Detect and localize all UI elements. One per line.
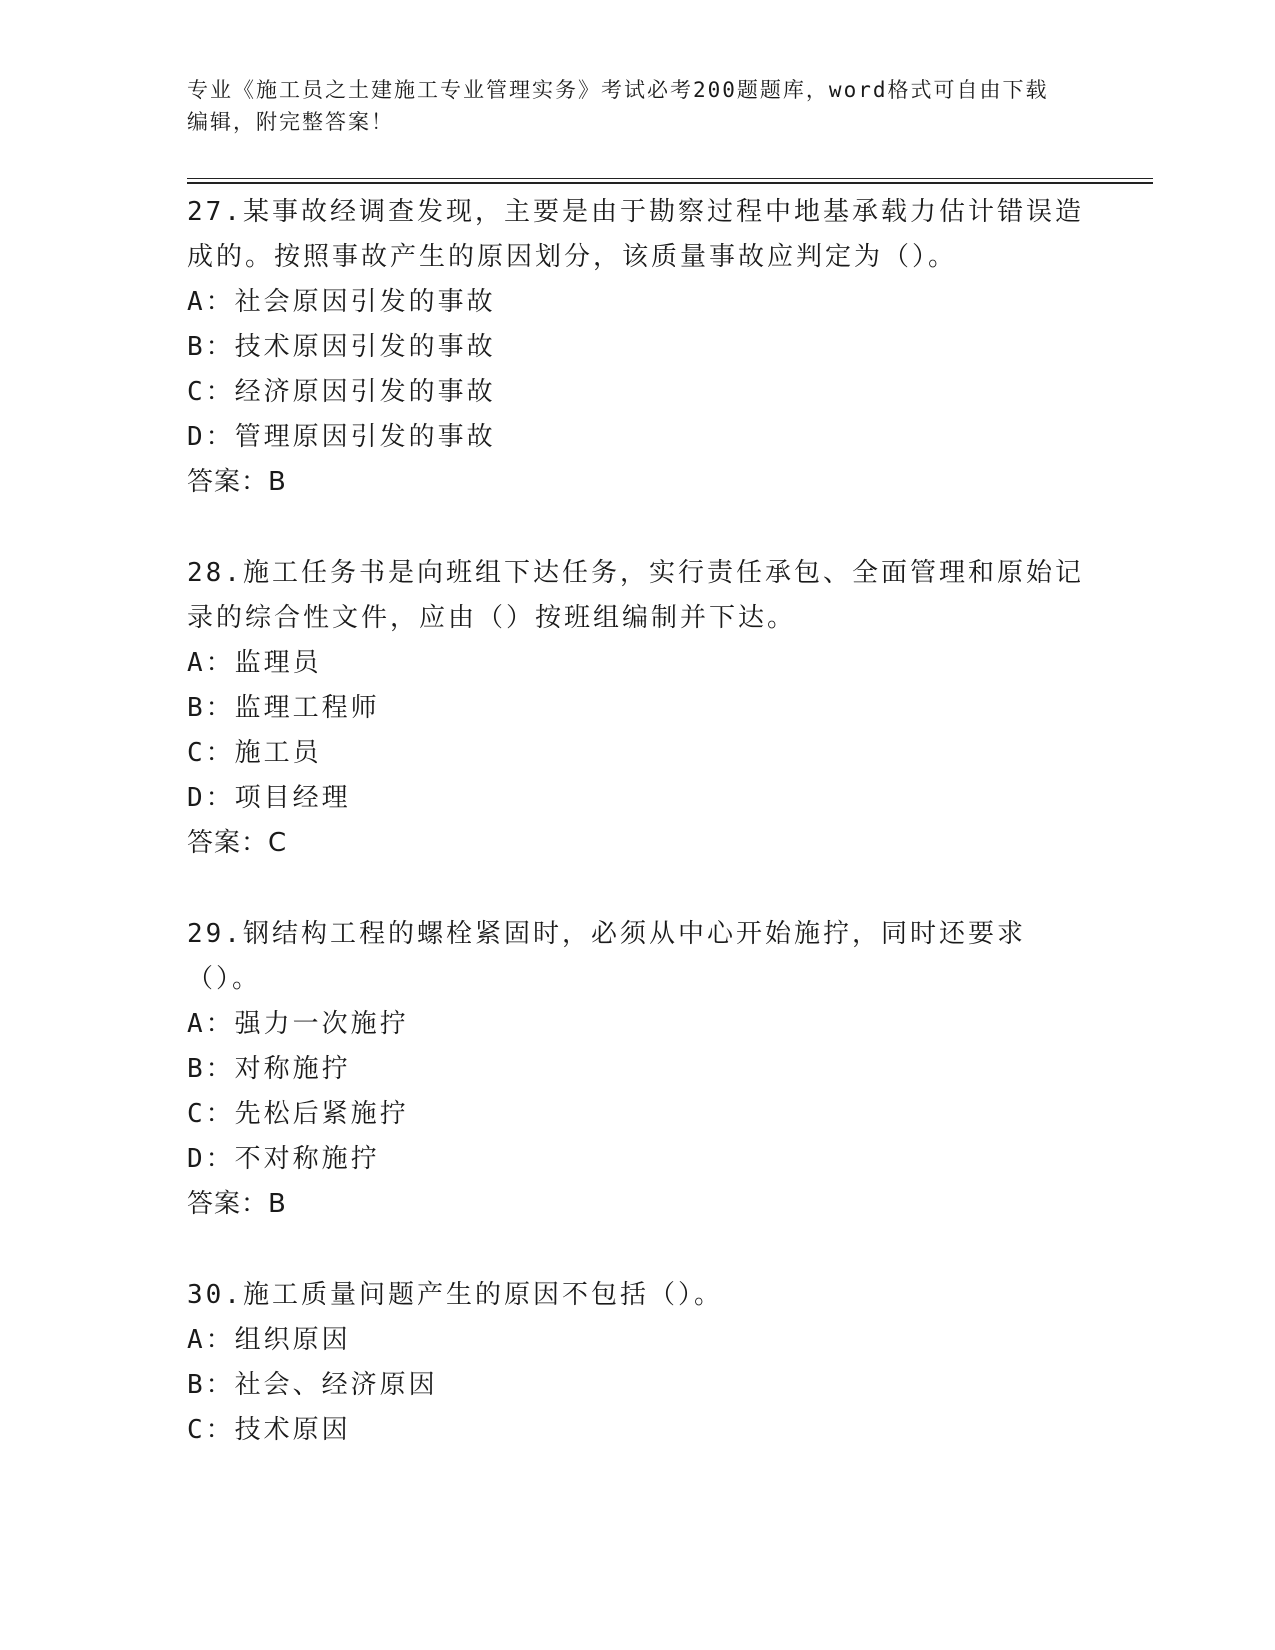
- header-rule-thick: [187, 182, 1153, 184]
- question-spacer: [187, 1227, 1087, 1273]
- answer-line: 答案：B: [187, 467, 287, 497]
- option-a: A：社会原因引发的事故: [187, 287, 496, 317]
- answer-line: 答案：C: [187, 828, 288, 858]
- option-d: D：项目经理: [187, 783, 351, 813]
- question-spacer: [187, 505, 1087, 551]
- option-c: C：经济原因引发的事故: [187, 377, 496, 407]
- option-b: B：社会、经济原因: [187, 1370, 438, 1400]
- question-28: [187, 551, 1087, 866]
- question-text: 27.某事故经调查发现，主要是由于勘察过程中地基承载力估计错误造成的。按照事故产生的原因划分，该质量事故应判定为（）。: [187, 197, 1084, 272]
- question-text: 30.施工质量问题产生的原因不包括（）。: [187, 1280, 723, 1310]
- question-text: 29.钢结构工程的螺栓紧固时，必须从中心开始施拧，同时还要求（）。: [187, 919, 1026, 994]
- document-header: 专业《施工员之土建施工专业管理实务》考试必考200题题库，word格式可自由下载编辑，附完整答案！: [187, 78, 1049, 134]
- answer-line: 答案：B: [187, 1189, 287, 1219]
- option-d: D：管理原因引发的事故: [187, 422, 496, 452]
- question-spacer: [187, 866, 1087, 912]
- question-27: [187, 190, 1087, 505]
- option-b: B：对称施拧: [187, 1054, 351, 1084]
- option-c: C：技术原因: [187, 1415, 351, 1445]
- option-a: A：监理员: [187, 648, 322, 678]
- question-29: [187, 912, 1087, 1227]
- question-text: 28.施工任务书是向班组下达任务，实行责任承包、全面管理和原始记录的综合性文件，应由（）按班组编制并下达。: [187, 558, 1084, 633]
- question-list: [187, 190, 1087, 1453]
- option-a: A：组织原因: [187, 1325, 351, 1355]
- option-d: D：不对称施拧: [187, 1144, 380, 1174]
- question-30: [187, 1273, 1087, 1453]
- option-b: B：监理工程师: [187, 693, 380, 723]
- option-b: B：技术原因引发的事故: [187, 332, 496, 362]
- option-c: C：先松后紧施拧: [187, 1099, 409, 1129]
- option-a: A：强力一次施拧: [187, 1009, 409, 1039]
- header-rule-thin: [187, 178, 1153, 179]
- option-c: C：施工员: [187, 738, 322, 768]
